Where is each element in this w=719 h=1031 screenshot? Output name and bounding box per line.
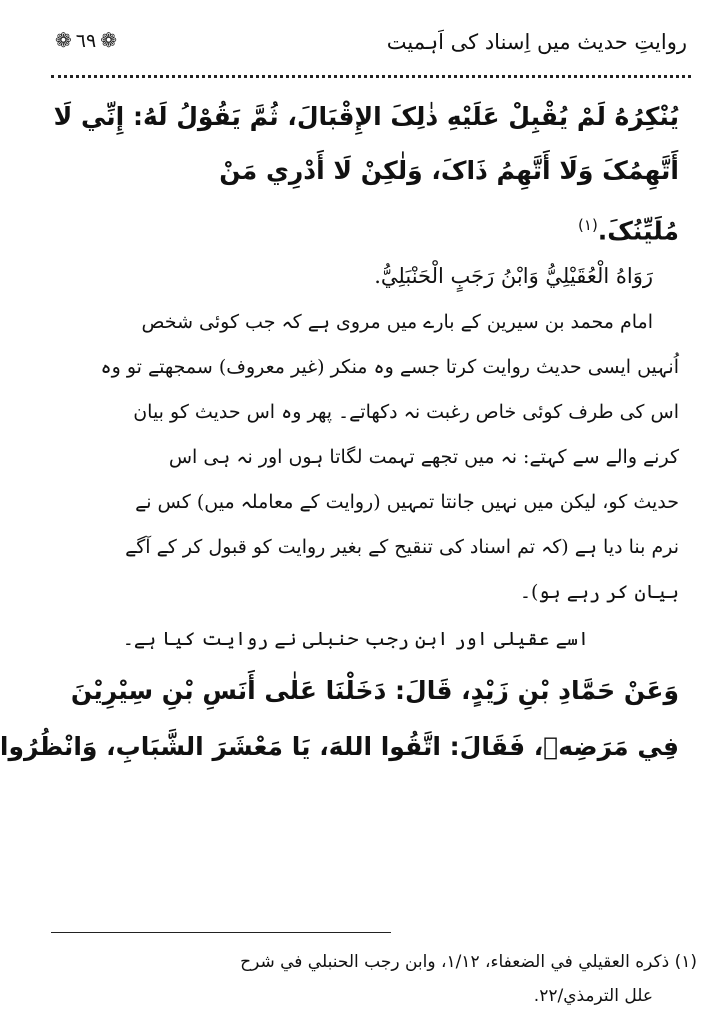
arabic2-line-2: فِي مَرَضِهٖ، فَقَالَ: اتَّقُوا اللهَ، يَا مَعْشَرَ الشَّبَابِ، وَانْظُرُوا: [0, 732, 679, 761]
arabic-line-1: يُنْكِرُهُ لَمْ يُقْبِلْ عَلَيْهِ ذٰلِکَ الإِقْبَالَ، ثُمَّ يَقُوْلُ لَهُ: إِنِّي لَا: [53, 102, 679, 131]
arabic2-line-1: وَعَنْ حَمَّادِ بْنِ زَيْدٍ، قَالَ: دَخَلْنَا عَلٰی أَنَسِ بْنِ سِيْرِيْنَ: [70, 676, 679, 705]
page-header: [51, 26, 687, 66]
urdu-line-7: بیان کر رہے ہو)۔: [519, 581, 679, 603]
arabic-hadith-2: [0, 663, 679, 775]
footnote: [51, 945, 697, 1013]
running-title: روایتِ حدیث میں اِسناد کی اَہمیت: [386, 30, 687, 54]
urdu-attribution: اسے عقیلی اور ابن رجب حنبلی نے روایت کیا ہے۔: [122, 628, 589, 650]
urdu-translation: [83, 300, 679, 615]
urdu-line-2: اُنہیں ایسی حدیث روایت کرتا جسے وہ منکر (غیر معروف) سمجھتے تو وہ: [100, 356, 679, 378]
ornament-left-icon: ❁: [55, 28, 72, 52]
footnote-reference[interactable]: (١): [578, 216, 598, 234]
header-divider: [51, 75, 691, 78]
urdu-line-1: امام محمد بن سیرین کے بارے میں مروی ہے کہ جب کوئی شخص: [141, 311, 653, 333]
urdu-line-3: اس کی طرف کوئی خاص رغبت نہ دکھاتے۔ پھر وہ اس حدیث کو بیان: [133, 401, 679, 423]
ornament-right-icon: ❁: [100, 28, 117, 52]
footnote-line-2: علل الترمذي/٢٢.: [533, 986, 653, 1006]
arabic-hadith: [53, 90, 679, 252]
page-body: [0, 90, 679, 775]
urdu-line-4: کرنے والے سے کہتے: نہ میں تجھے تہمت لگاتا ہوں اور نہ ہی اس: [168, 446, 679, 468]
arabic-line-3-text: مُلَيِّنُکَ.: [597, 216, 679, 246]
arabic-line-2: أَتَّهِمُکَ وَلَا أَتَّهِمُ ذَاکَ، وَلٰکِنْ لَا أَدْرِي مَنْ: [219, 156, 679, 185]
footnote-line-1: (١) ذكره العقيلي في الضعفاء، ١/١٢، وابن رجب الحنبلي في شرح: [240, 952, 697, 972]
urdu-line-5: حدیث کو، لیکن میں نہیں جانتا تمہیں (روایت کے معاملہ میں) کس نے: [135, 491, 679, 513]
narration-line: رَوَاهُ الْعُقَيْلِيُّ وَابْنُ رَجَبٍ الْحَنْبَلِيُّ.: [374, 264, 653, 288]
arabic-line-3: [83, 198, 679, 252]
page-number-badge: [51, 28, 121, 52]
urdu-line-6: نرم بنا دیا ہے (کہ تم اسناد کی تنقیح کے بغیر روایت کو قبول کر کے آگے: [125, 536, 679, 558]
page-number: ٦٩: [75, 30, 97, 52]
footnote-divider: [51, 932, 391, 933]
